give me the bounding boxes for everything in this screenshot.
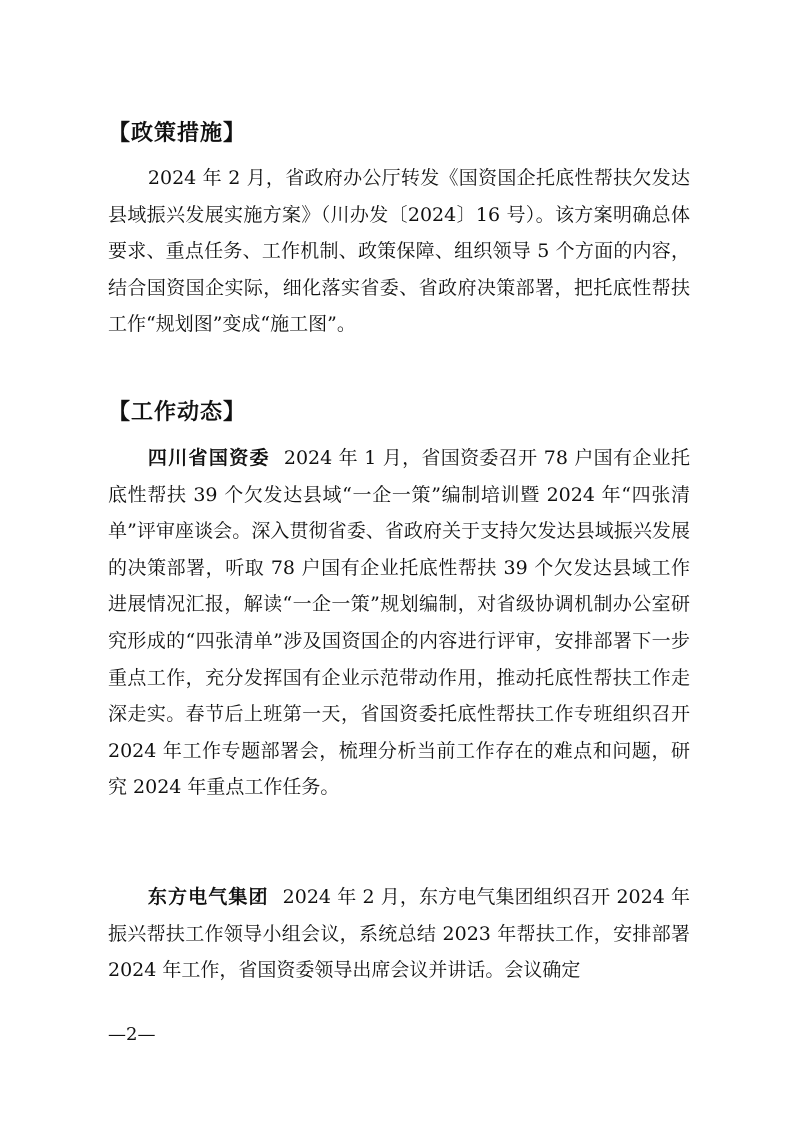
work-update-text: 2024 年 2 月，东方电气集团组织召开 2024 年振兴帮扶工作领导小组会议，系统总结 2023 年帮扶工作，安排部署 2024 年工作，省国资委领导出席会议并讲话。会议确定 xyxy=(108,886,690,982)
organization-name: 东方电气集团 xyxy=(147,886,269,908)
policy-measures-paragraph: 2024 年 2 月，省政府办公厅转发《国资国企托底性帮扶欠发达县域振兴发展实施方案》（川办发〔2024〕16 号）。该方案明确总体要求、重点任务、工作机制、政策保障、组织领导 5 个方面的内容，结合国资国企实际，细化落实省委、省政府决策部署，把托底性帮扶工作“规划图”变成“施工图”。 xyxy=(108,167,690,336)
section-heading-work-updates: 【工作动态】 xyxy=(108,400,247,425)
organization-name: 四川省国资委 xyxy=(147,447,270,469)
work-update-text: 2024 年 1 月，省国资委召开 78 户国有企业托底性帮扶 39 个欠发达县域“一企一策”编制培训暨 2024 年“四张清单”评审座谈会。深入贯彻省委、省政府关于支持欠发达县域振兴发展的决策部署，听取 78 户国有企业托底性帮扶 39 个欠发达县域工作进展情况汇报，解读“一企一策”规划编制，对省级协调机制办公室研究形成的“四张清单”涉及国资国企的内容进行评审，安排部署下一步重点工作，充分发挥国有企业示范带动作用，推动托底性帮扶工作走深走实。春节后上班第一天，省国资委托底性帮扶工作专班组织召开 2024 年工作专题部署会，梳理分析当前工作存在的难点和问题，研究 2024 年重点工作任务。 xyxy=(108,447,690,799)
work-update-item xyxy=(108,440,690,806)
work-update-item xyxy=(108,879,690,989)
section-heading-policy-measures: 【政策措施】 xyxy=(108,121,247,146)
page-number: —2— xyxy=(108,1024,156,1045)
